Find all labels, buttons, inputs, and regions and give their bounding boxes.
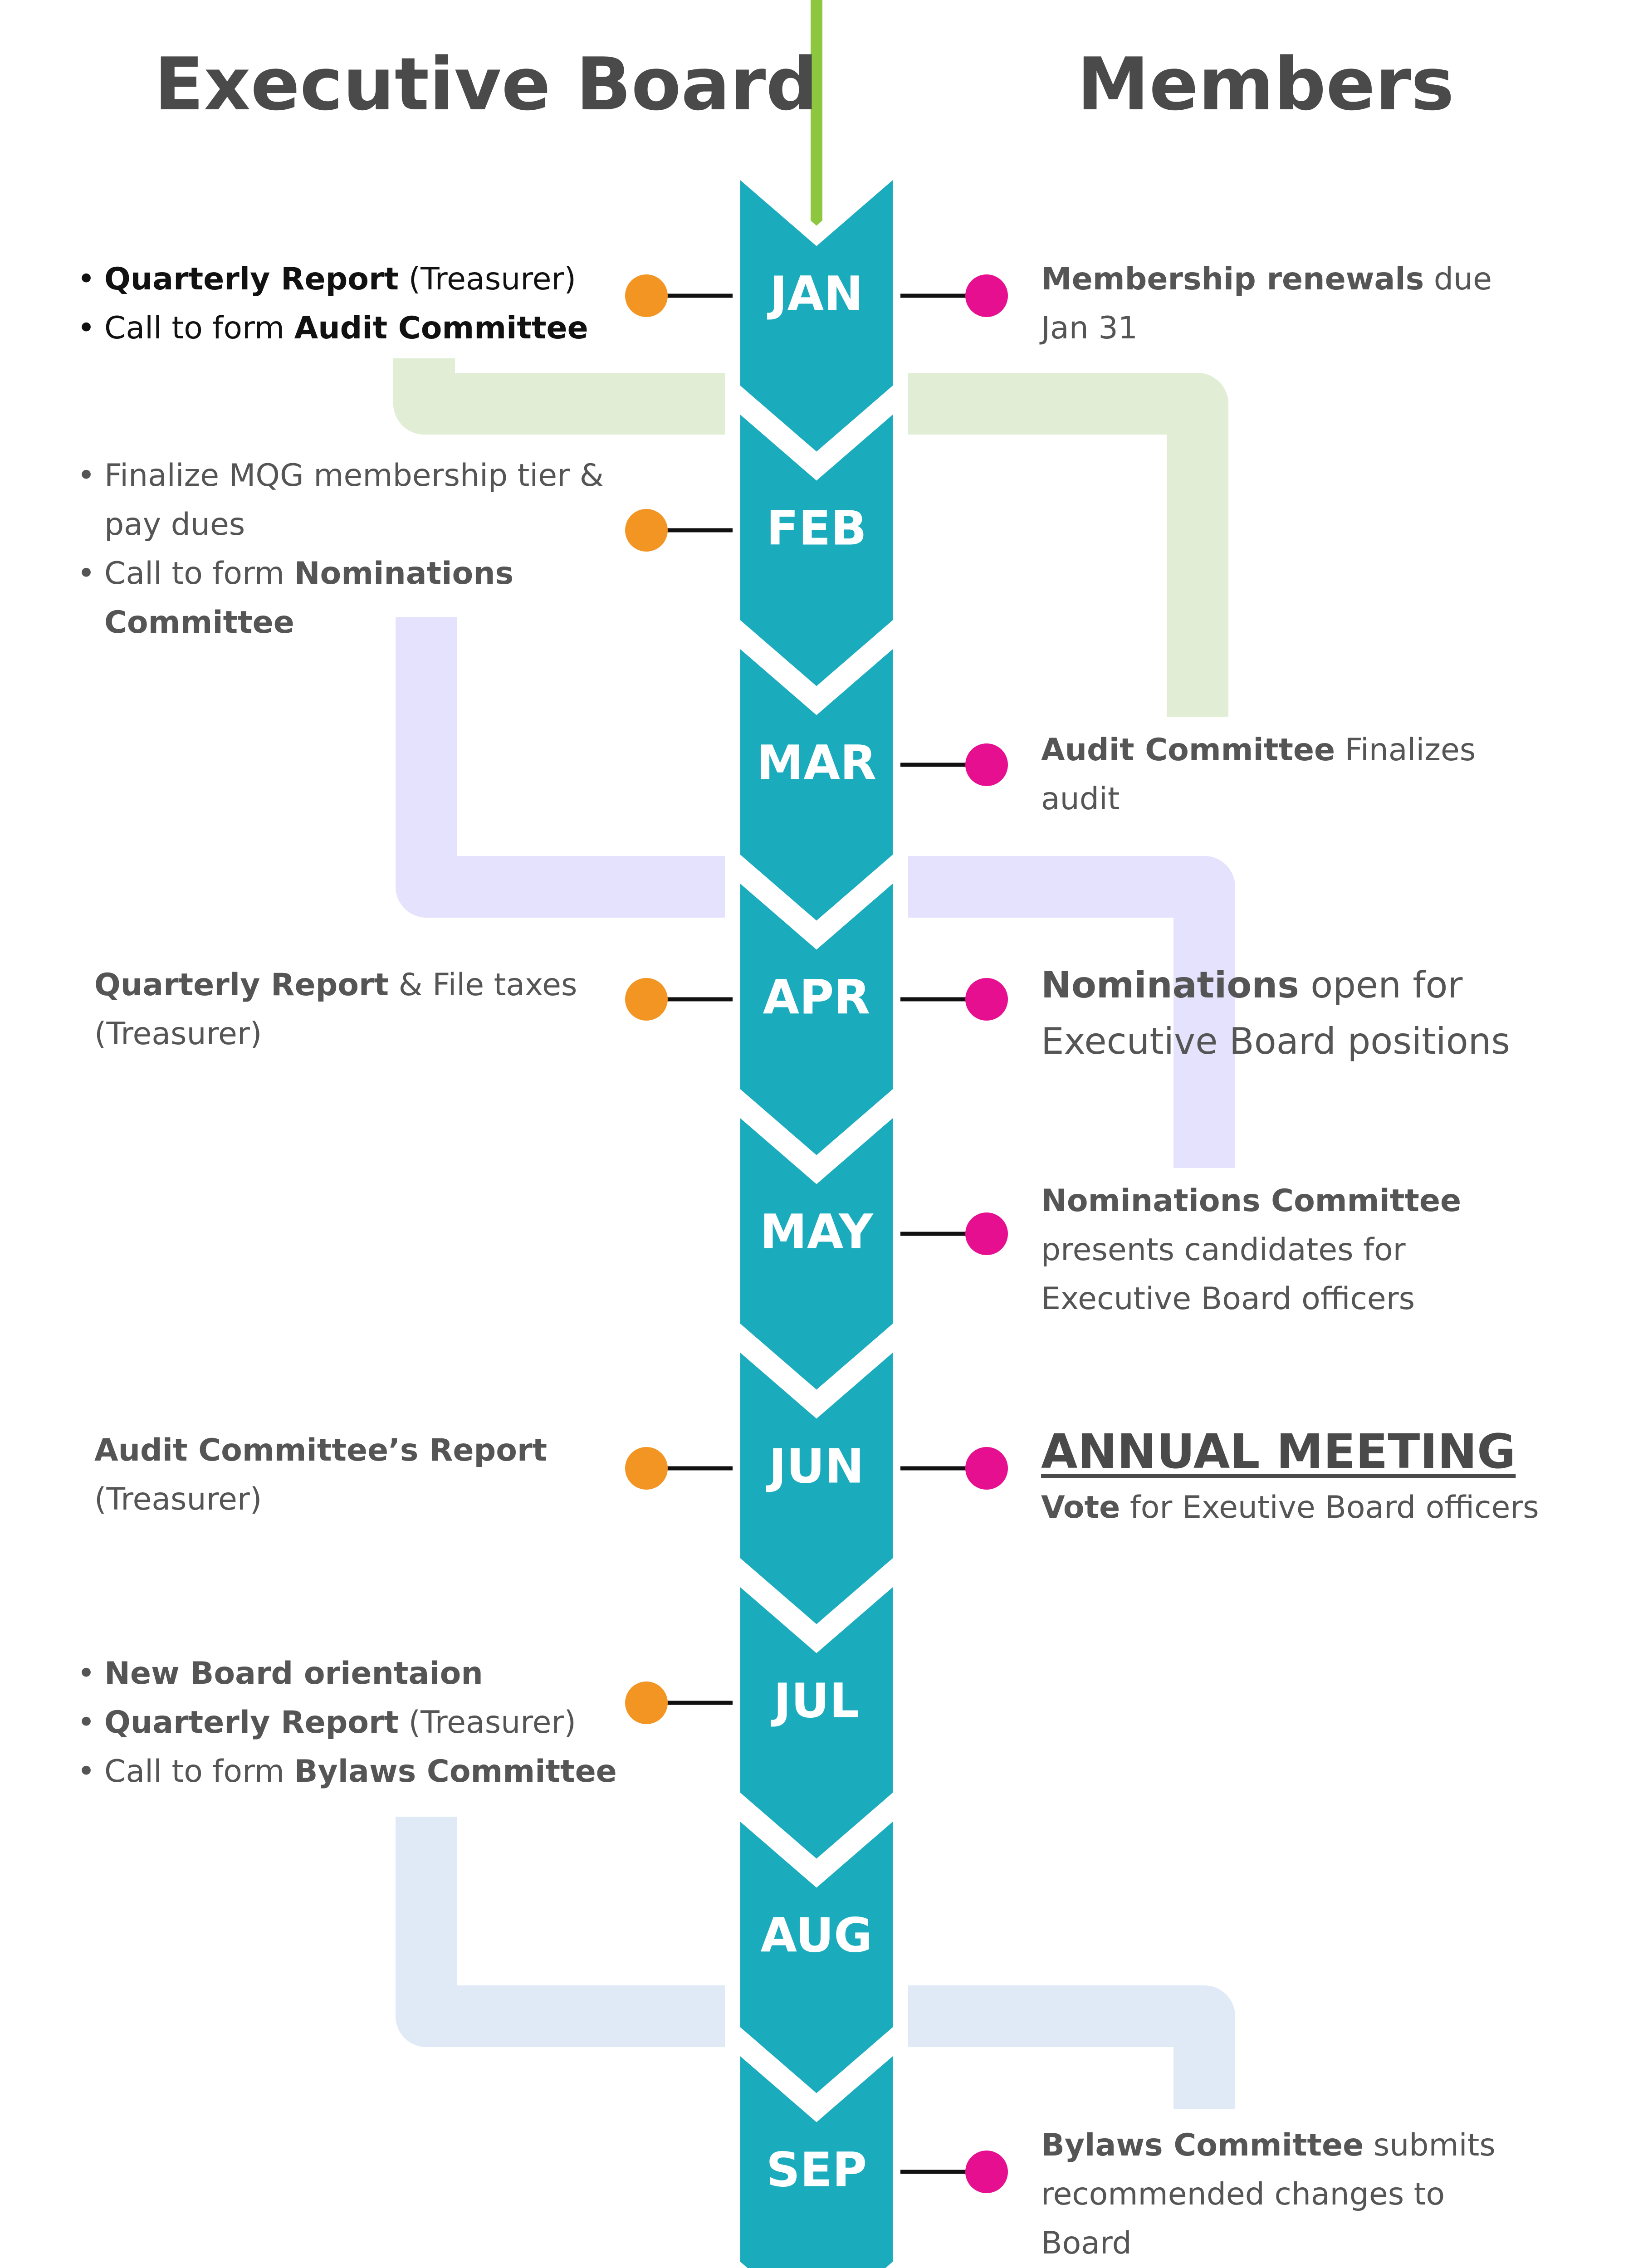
member-dot-may — [965, 1212, 1008, 1255]
month-label-jan: JAN — [769, 266, 864, 322]
board-note-apr: Quarterly Report & File taxes (Treasurer) — [94, 967, 577, 1052]
list-item: • Call to form Audit Committee — [73, 304, 640, 353]
month-label-sep: SEP — [766, 2142, 867, 2198]
month-label-jul: JUL — [773, 1673, 860, 1729]
month-label-apr: APR — [763, 969, 870, 1025]
member-note-sep: Bylaws Committee submits recommended changes to Board — [1041, 2127, 1496, 2261]
member-note-jun: ANNUAL MEETING Vote for Exeutive Board officers — [1041, 1420, 1608, 1532]
member-note-jan: Membership renewals due Jan 31 — [1041, 261, 1492, 346]
member-dot-jun — [965, 1447, 1008, 1490]
board-note-jul — [73, 1649, 662, 1796]
list-item: • Finalize MQG membership tier & pay dues — [73, 451, 662, 549]
month-label-mar: MAR — [756, 735, 877, 791]
executive-board-heading: Executive Board — [154, 42, 818, 127]
month-label-aug: AUG — [760, 1907, 873, 1963]
month-label-may: MAY — [760, 1204, 873, 1260]
members-heading: Members — [1077, 42, 1454, 127]
member-note-mar: Audit Committee Finalizes audit — [1041, 732, 1476, 817]
list-item: • Call to form Nominations Committee — [73, 549, 662, 647]
member-dot-apr — [965, 978, 1008, 1021]
list-item: • New Board orientaion — [73, 1649, 662, 1698]
member-note-may: Nominations Committee presents candidates for Executive Board officers — [1041, 1183, 1462, 1317]
board-note-feb — [73, 451, 662, 647]
annual-meeting-title: ANNUAL MEETING — [1041, 1424, 1516, 1479]
board-note-jan — [73, 255, 640, 353]
board-note-jun: Audit Committee’s Report (Treasurer) — [94, 1432, 547, 1517]
member-note-apr: Nominations open for Executive Board positions — [1041, 964, 1511, 1062]
member-dot-mar — [965, 743, 1008, 786]
list-item: • Quarterly Report (Treasurer) — [73, 255, 640, 304]
month-label-feb: FEB — [766, 500, 867, 556]
member-dot-jan — [965, 274, 1008, 317]
month-label-jun: JUN — [768, 1438, 865, 1494]
list-item: • Quarterly Report (Treasurer) — [73, 1698, 662, 1747]
member-dot-sep — [965, 2151, 1008, 2193]
list-item: • Call to form Bylaws Committee — [73, 1747, 662, 1796]
